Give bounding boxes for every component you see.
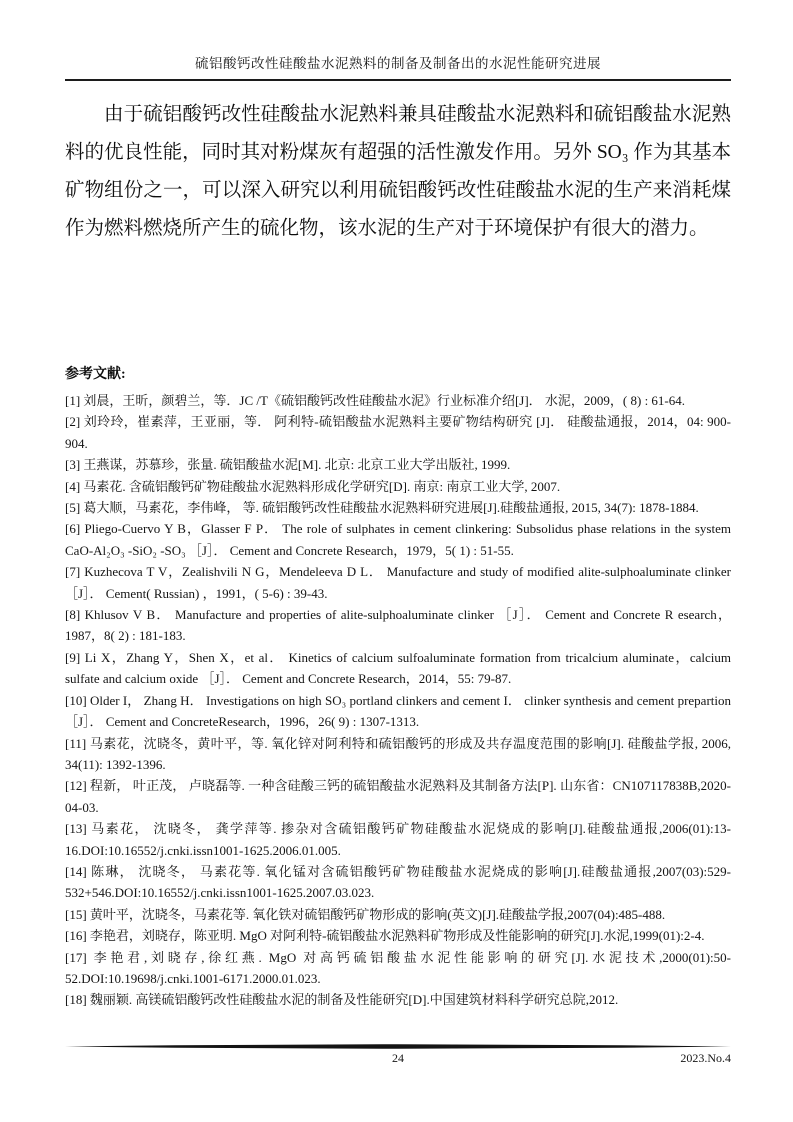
footer-issue-label: 2023.No.4	[680, 1051, 731, 1065]
reference-item: [7] Kuzhecova T V，Zealishvili N G，Mendeleeva D L． Manufacture and study of modified alite-sulphoaluminate clinker ［J］． Cement( Russian) ，1991，( 5-6) : 39-43.	[65, 564, 731, 601]
reference-item: [18] 魏丽颖. 高镁硫铝酸钙改性硅酸盐水泥的制备及性能研究[D].中国建筑材料科学研究总院,2012.	[65, 992, 619, 1008]
reference-item: [16] 李艳君，刘晓存，陈亚明. MgO 对阿利特-硫铝酸盐水泥熟料矿物形成及性能影响的研究[J].水泥,1999(01):2-4.	[65, 928, 705, 944]
reference-item: [1] 刘晨，王昕，颜碧兰，等．JC /T《硫铝酸钙改性硅酸盐水泥》行业标准介绍[J]． 水泥，2009，( 8) : 61-64.	[65, 393, 686, 408]
reference-item: [6] Pliego-Cuervo Y B，Glasser F P． The role of sulphates in cement clinkering: Subsolidus phase relations in the system CaO-Al₂O₃ -SiO₂ -SO₃ ［J］． Cement and Concrete Research，1979，5( 1) : 51-55.	[65, 521, 731, 558]
references-section	[65, 364, 731, 1011]
header-rule	[65, 79, 731, 81]
reference-item: [11] 马素花，沈晓冬，黄叶平，等. 氧化锌对阿利特和硫铝酸钙的形成及共存温度范围的影响[J]. 硅酸盐学报, 2006, 34(11): 1392-1396.	[65, 735, 731, 772]
reference-item: [3] 王燕谋，苏慕珍，张量. 硫铝酸盐水泥[M]. 北京: 北京工业大学出版社, 1999.	[65, 457, 511, 473]
page-header	[65, 54, 731, 81]
reference-item: [4] 马素花. 含硫铝酸钙矿物硅酸盐水泥熟料形成化学研究[D]. 南京: 南京工业大学, 2007.	[65, 478, 561, 494]
footer-row	[65, 1049, 731, 1067]
page-footer	[65, 1044, 731, 1067]
reference-item: [17] 李艳君,刘晓存,徐红燕. MgO 对高钙硫铝酸盐水泥性能影响的研究[J].水泥技术,2000(01):50-52.DOI:10.19698/j.cnki.1001-6171.2000.01.023.	[65, 949, 731, 986]
reference-item: [12] 程新， 叶正茂， 卢晓磊等. 一种含硅酸三钙的硫铝酸盐水泥熟料及其制备方法[P]. 山东省：CN107117838B,2020-04-03.	[65, 778, 731, 815]
intro-paragraph: 由于硫铝酸钙改性硅酸盐水泥熟料兼具硅酸盐水泥熟料和硫铝酸盐水泥熟料的优良性能，同时其对粉煤灰有超强的活性激发作用。另外 SO₃ 作为其基本矿物组份之一，可以深入研究以利用硫铝酸钙改性硅酸盐水泥的生产来消耗煤作为燃料燃烧所产生的硫化物，该水泥的生产对于环境保护有很大的潜力。	[65, 104, 731, 239]
references-heading: 参考文献:	[65, 367, 126, 382]
reference-item: [2] 刘玲玲，崔素萍，王亚丽，等． 阿利特-硫铝酸盐水泥熟料主要矿物结构研究 [J]． 硅酸盐通报，2014，04: 900-904.	[65, 414, 731, 451]
reference-item: [13] 马素花， 沈晓冬， 龚学萍等. 掺杂对含硫铝酸钙矿物硅酸盐水泥烧成的影响[J].硅酸盐通报,2006(01):13-16.DOI:10.16552/j.cnki.issn1001-1625.2006.01.005.	[65, 821, 731, 858]
reference-item: [10] Older I， Zhang H． Investigations on high SO₃ portland clinkers and cement I． clinker synthesis and cement prepartion ［J］． Cement and ConcreteResearch，1996，26( 9) : 1307-1313.	[65, 692, 731, 730]
footer-page-number: 24	[392, 1051, 404, 1065]
reference-item: [15] 黄叶平，沈晓冬，马素花等. 氧化铁对硫铝酸钙矿物形成的影响(英文)[J].硅酸盐学报,2007(04):485-488.	[65, 906, 666, 922]
reference-item: [5] 葛大顺，马素花，李伟峰， 等. 硫铝酸钙改性硅酸盐水泥熟料研究进展[J].硅酸盐通报, 2015, 34(7): 1878-1884.	[65, 500, 699, 516]
reference-item: [8] Khlusov V B． Manufacture and properties of alite-sulphoaluminate clinker ［J］． Cement and Concrete R esearch，1987，8( 2) : 181-183.	[65, 607, 731, 644]
reference-item: [14] 陈琳， 沈晓冬， 马素花等. 氧化锰对含硫铝酸钙矿物硅酸盐水泥烧成的影响[J].硅酸盐通报,2007(03):529-532+546.DOI:10.16552/j.cnki.issn1001-1625.2007.03.023.	[65, 863, 731, 901]
reference-item: [9] Li X，Zhang Y，Shen X，et al． Kinetics of calcium sulfoaluminate formation from tricalcium aluminate，calcium sulfate and calcium oxide ［J］． Cement and Concrete Research，2014，55: 79-87.	[65, 649, 731, 687]
running-head-title: 硫铝酸钙改性硅酸盐水泥熟料的制备及制备出的水泥性能研究进展	[195, 56, 601, 71]
